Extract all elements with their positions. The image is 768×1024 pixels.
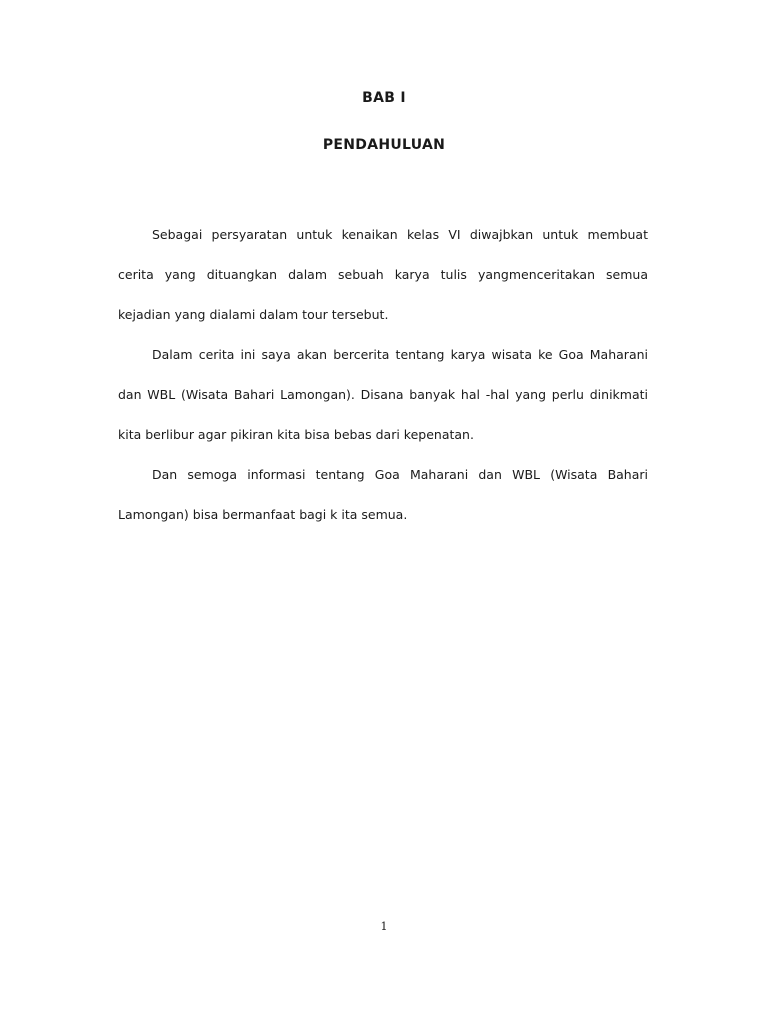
paragraph-2-line-3: kita berlibur agar pikiran kita bisa bebas dari kepenatan. bbox=[118, 427, 474, 442]
paragraph-2-line-1: Dalam cerita ini saya akan bercerita tentang karya wisata ke Goa Maharani bbox=[152, 347, 648, 362]
paragraph-2-line-2: dan WBL (Wisata Bahari Lamongan). Disana banyak hal -hal yang perlu dinikmati bbox=[118, 387, 648, 402]
chapter-number: BAB I bbox=[362, 90, 406, 106]
paragraph-3-line-2: Lamongan) bisa bermanfaat bagi k ita semua. bbox=[118, 507, 408, 522]
paragraph-3-line-1: Dan semoga informasi tentang Goa Maharani dan WBL (Wisata Bahari bbox=[152, 467, 648, 482]
chapter-title: PENDAHULUAN bbox=[322, 137, 446, 153]
paragraph-1-line-1: Sebagai persyaratan untuk kenaikan kelas VI diwajbkan untuk membuat bbox=[152, 227, 648, 242]
paragraph-1-line-3: kejadian yang dialami dalam tour tersebut. bbox=[118, 307, 389, 322]
paragraph-1-line-2: cerita yang dituangkan dalam sebuah karya tulis yangmenceritakan semua bbox=[118, 267, 648, 282]
body-text bbox=[118, 220, 648, 540]
page-number: 1 bbox=[380, 920, 388, 933]
